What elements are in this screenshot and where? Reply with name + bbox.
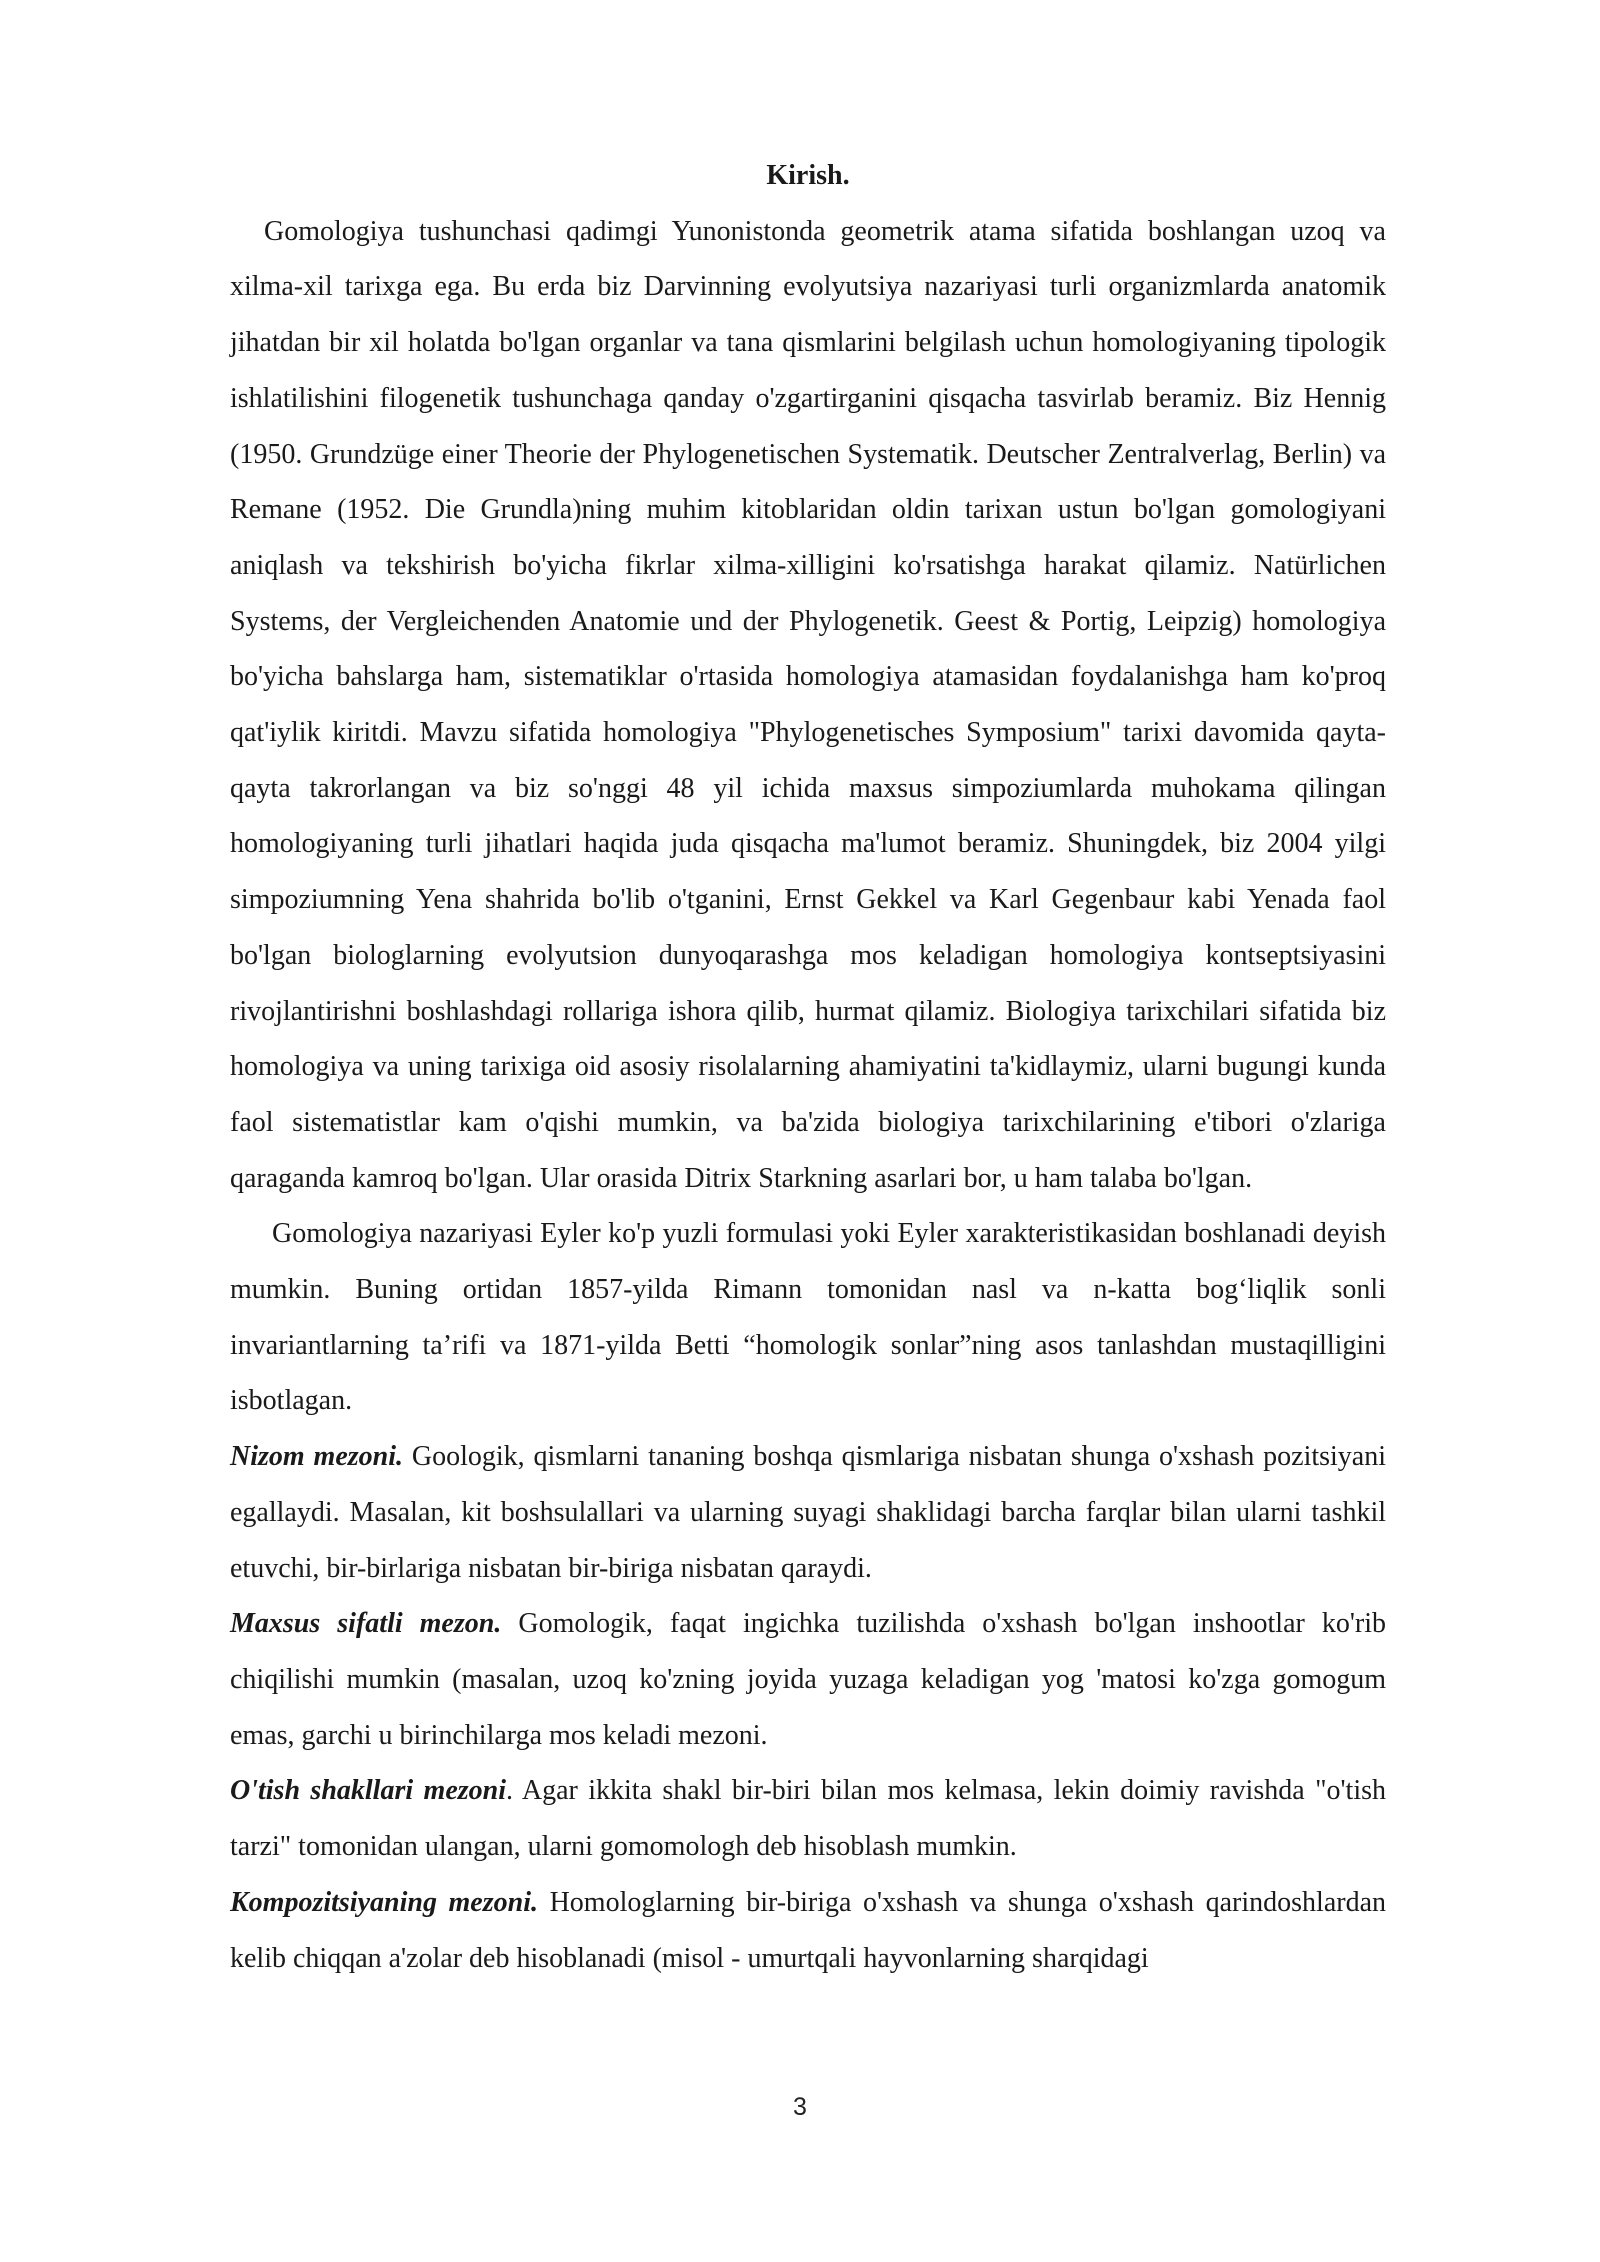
criterion-term-2: Maxsus sifatli mezon. bbox=[230, 1608, 502, 1640]
criterion-text-4: Homologlarning bir-biriga o'xshash va shunga o'xshash qarindoshlardan kelib chiqqan a'zolar deb hisoblanadi (misol - umurtqali hayvonlarning sharqidagi bbox=[230, 1886, 1387, 1974]
criterion-paragraph-1 bbox=[230, 1429, 1386, 1596]
criterion-text-2: Gomologik, faqat ingichka tuzilishda o'xshash bo'lgan inshootlar ko'rib chiqilishi mumkin (masalan, uzoq ko'zning joyida yuzaga keladigan yog 'matosi ko'zga gomogum emas, garchi u birinchilarga mos keladi mezoni. bbox=[230, 1608, 1387, 1751]
page-number: 3 bbox=[793, 2093, 807, 2121]
criterion-paragraph-2 bbox=[230, 1596, 1386, 1763]
criterion-text-3: . Agar ikkita shakl bir-biri bilan mos kelmasa, lekin doimiy ravishda "o'tish tarzi" tomonidan ulangan, ularni gomomologh deb hisoblash mumkin. bbox=[230, 1775, 1386, 1863]
criterion-term-3: O'tish shakllari mezoni bbox=[230, 1775, 506, 1807]
criterion-paragraph-3 bbox=[230, 1763, 1386, 1874]
criterion-text-1: Goologik, qismlarni tananing boshqa qismlariga nisbatan shunga o'xshash pozitsiyani egallaydi. Masalan, kit boshsulallari va ularning suyagi shaklidagi barcha farqlar bilan ularni tashkil etuvchi, bir-birlariga nisbatan bir-biriga nisbatan qaraydi. bbox=[230, 1441, 1387, 1584]
criterion-term-1: Nizom mezoni. bbox=[230, 1441, 403, 1473]
criterion-paragraph-4 bbox=[230, 1875, 1386, 1986]
body-paragraph-2: Gomologiya nazariyasi Eyler ko'p yuzli formulasi yoki Eyler xarakteristikasidan boshlanadi deyish mumkin. Buning ortidan 1857-yilda Rimann tomonidan nasl va n-katta bog‘liqlik sonli invariantlarning ta’rifi va 1871-yilda Betti “homologik sonlar”ning asos tanlashdan mustaqilligini isbotlagan. bbox=[230, 1218, 1386, 1417]
page-content bbox=[230, 148, 1386, 1986]
section-title: Kirish. bbox=[766, 160, 850, 191]
criterion-term-4: Kompozitsiyaning mezoni. bbox=[230, 1886, 538, 1918]
body-paragraph-1: Gomologiya tushunchasi qadimgi Yunonistonda geometrik atama sifatida boshlangan uzoq va xilma-xil tarixga ega. Bu erda biz Darvinning evolyutsiya nazariyasi turli organizmlarda anatomik jihatdan bir xil holatda bo'lgan organlar va tana qismlarini belgilash uchun homologiyaning tipologik ishlatilishini filogenetik tushunchaga qanday o'zgartirganini qisqacha tasvirlab beramiz. Biz Hennig (1950. Grundzüge einer Theorie der Phylogenetischen Systematik. Deutscher Zentralverlag, Berlin) va Remane (1952. Die Grundla)ning muhim kitoblaridan oldin tarixan ustun bo'lgan gomologiyani aniqlash va tekshirish bo'yicha fikrlar xilma-xilligini ko'rsatishga harakat qilamiz. Natürlichen Systems, der Vergleichenden Anatomie und der Phylogenetik. Geest & Portig, Leipzig) homologiya bo'yicha bahslarga ham, sistematiklar o'rtasida homologiya atamasidan foydalanishga ham ko'proq qat'iylik kiritdi. Mavzu sifatida homologiya "Phylogenetisches Symposium" tarixi davomida qayta-qayta takrorlangan va biz so'nggi 48 yil ichida maxsus simpoziumlarda muhokama qilingan homologiyaning turli jihatlari haqida juda qisqacha ma'lumot beramiz. Shuningdek, biz 2004 yilgi simpoziumning Yena shahrida bo'lib o'tganini, Ernst Gekkel va Karl Gegenbaur kabi Yenada faol bo'lgan biologlarning evolyutsion dunyoqarashga mos keladigan homologiya kontseptsiyasini rivojlantirishni boshlashdagi rollariga ishora qilib, hurmat qilamiz. Biologiya tarixchilari sifatida biz homologiya va uning tarixiga oid asosiy risolalarning ahamiyatini ta'kidlaymiz, ularni bugungi kunda faol sistematistlar kam o'qishi mumkin, va ba'zida biologiya tarixchilarining e'tibori o'zlariga qaraganda kamroq bo'lgan. Ular orasida Ditrix Starkning asarlari bor, u ham talaba bo'lgan. bbox=[230, 215, 1386, 1194]
